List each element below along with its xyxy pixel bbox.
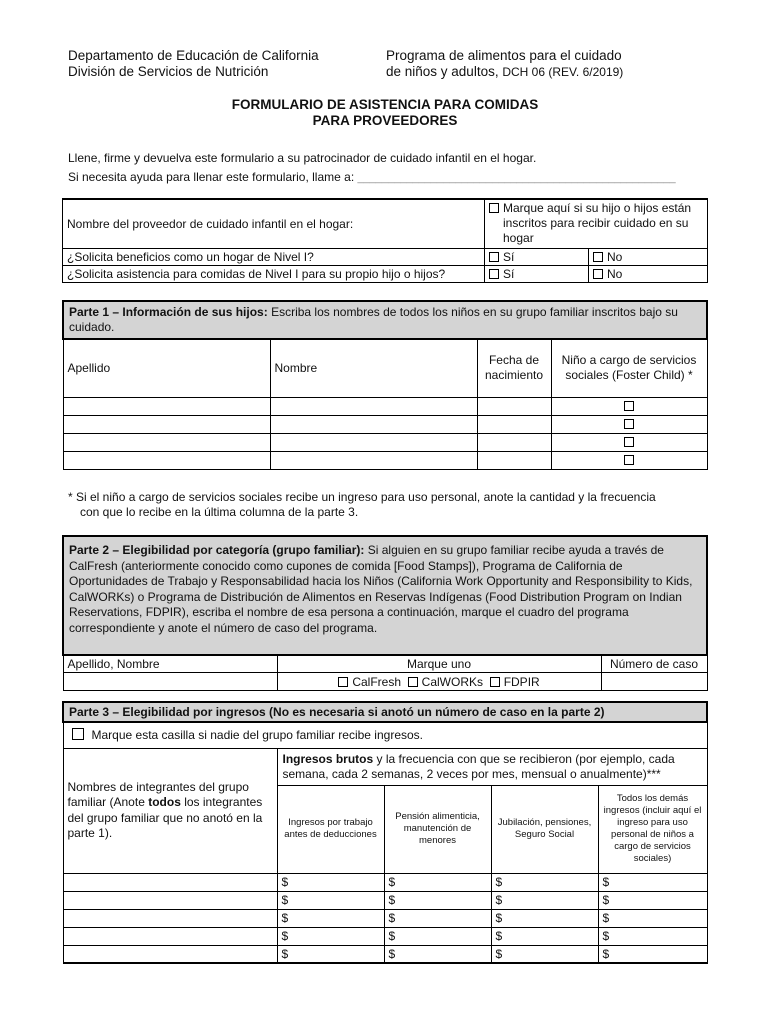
children-enrolled-checkbox[interactable] xyxy=(489,203,499,213)
child-lastname-input[interactable] xyxy=(63,433,270,451)
retirement-input[interactable]: $ xyxy=(491,891,598,909)
yes-label: Sí xyxy=(503,249,515,264)
member-name-input[interactable] xyxy=(63,945,277,963)
child-support-input[interactable]: $ xyxy=(384,909,491,927)
no-label: No xyxy=(607,266,623,281)
program-header xyxy=(386,48,623,80)
col-case-number: Número de caso xyxy=(601,655,707,673)
child-firstname-input[interactable] xyxy=(270,451,477,469)
no-income-checkbox[interactable] xyxy=(72,728,84,740)
gross-income-header xyxy=(277,748,707,785)
table-row xyxy=(63,415,707,433)
gross-income-instructions: y la frecuencia con que se recibieron (por ejemplo, cada semana, cada 2 semanas, 2 veces por mes, mensual o anualmente)*** xyxy=(282,751,675,781)
members-emphasis: todos xyxy=(148,795,181,809)
yes-label: Sí xyxy=(503,266,515,281)
child-support-input[interactable]: $ xyxy=(384,927,491,945)
foster-footnote xyxy=(68,490,656,520)
col-firstname: Nombre xyxy=(270,339,477,397)
child-birthdate-input[interactable] xyxy=(477,433,551,451)
foster-child-checkbox[interactable] xyxy=(624,419,634,429)
retirement-input[interactable]: $ xyxy=(491,909,598,927)
member-name-input[interactable] xyxy=(63,891,277,909)
footnote-line-2: con que lo recibe en la última columna de la parte 3. xyxy=(80,505,359,519)
title-line-2: PARA PROVEEDORES xyxy=(312,113,458,128)
help-label: Si necesita ayuda para llenar este formulario, llame a: xyxy=(68,170,355,184)
col-work-income: Ingresos por trabajo antes de deducciones xyxy=(277,785,384,873)
col-birthdate: Fecha de nacimiento xyxy=(477,339,551,397)
work-income-input[interactable]: $ xyxy=(277,891,384,909)
child-support-input[interactable]: $ xyxy=(384,873,491,891)
other-income-input[interactable]: $ xyxy=(598,891,707,909)
col-mark-one: Marque uno xyxy=(277,655,601,673)
part1-heading xyxy=(63,301,707,339)
part2-table xyxy=(62,535,708,691)
fdpir-label: FDPIR xyxy=(503,674,540,689)
child-firstname-input[interactable] xyxy=(270,397,477,415)
table-row xyxy=(63,927,707,945)
table-row xyxy=(63,945,707,963)
division-line: División de Servicios de Nutrición xyxy=(68,64,269,79)
table-row xyxy=(63,397,707,415)
no-label: No xyxy=(607,249,623,264)
child-birthdate-input[interactable] xyxy=(477,415,551,433)
other-income-input[interactable]: $ xyxy=(598,909,707,927)
child-support-input[interactable]: $ xyxy=(384,891,491,909)
work-income-input[interactable]: $ xyxy=(277,909,384,927)
child-lastname-input[interactable] xyxy=(63,397,270,415)
tier1-own-children-question: ¿Solicita asistencia para comidas de Nivel I para su propio hijo o hijos? xyxy=(63,265,485,282)
child-firstname-input[interactable] xyxy=(270,415,477,433)
table-row xyxy=(63,433,707,451)
intro-instruction: Llene, firme y devuelva este formulario a su patrocinador de cuidado infantil en el hogar. xyxy=(68,151,537,165)
tier1-home-no-checkbox[interactable] xyxy=(593,252,603,262)
work-income-input[interactable]: $ xyxy=(277,945,384,963)
child-birthdate-input[interactable] xyxy=(477,451,551,469)
provider-table xyxy=(62,198,708,283)
tier1-own-yes-checkbox[interactable] xyxy=(489,269,499,279)
provider-name-label: Nombre del proveedor de cuidado infantil en el hogar: xyxy=(67,216,354,231)
other-income-input[interactable]: $ xyxy=(598,945,707,963)
retirement-input[interactable]: $ xyxy=(491,927,598,945)
member-name-input[interactable] xyxy=(63,909,277,927)
member-name-input[interactable] xyxy=(63,873,277,891)
recipient-name-input[interactable] xyxy=(63,673,277,691)
part1-instructions: Escriba los nombres de todos los niños en su grupo familiar inscritos bajo su cuidado. xyxy=(69,305,678,334)
form-code: DCH 06 (REV. 6/2019) xyxy=(502,65,624,79)
part2-heading xyxy=(63,536,707,655)
program-line-2: de niños y adultos, xyxy=(386,64,499,79)
member-name-input[interactable] xyxy=(63,927,277,945)
col-name: Apellido, Nombre xyxy=(63,655,277,673)
department-header xyxy=(68,48,319,80)
calworks-label: CalWORKs xyxy=(421,674,484,689)
form-title xyxy=(0,97,770,129)
work-income-input[interactable]: $ xyxy=(277,927,384,945)
department-line: Departamento de Educación de California xyxy=(68,48,319,63)
child-support-input[interactable]: $ xyxy=(384,945,491,963)
title-line-1: FORMULARIO DE ASISTENCIA PARA COMIDAS xyxy=(231,97,539,112)
retirement-input[interactable]: $ xyxy=(491,873,598,891)
no-income-cell xyxy=(63,722,707,748)
child-lastname-input[interactable] xyxy=(63,415,270,433)
program-line: Programa de alimentos para el cuidado xyxy=(386,48,622,63)
members-text-2: los integrantes del grupo familiar que no anotó en la parte 1). xyxy=(67,795,263,840)
foster-child-checkbox[interactable] xyxy=(624,437,634,447)
child-lastname-input[interactable] xyxy=(63,451,270,469)
part1-title: Parte 1 – Información de sus hijos: xyxy=(69,305,268,319)
col-lastname: Apellido xyxy=(63,339,270,397)
tier1-home-question: ¿Solicita beneficios como un hogar de Nivel I? xyxy=(63,248,485,265)
other-income-input[interactable]: $ xyxy=(598,927,707,945)
other-income-input[interactable]: $ xyxy=(598,873,707,891)
work-income-input[interactable]: $ xyxy=(277,873,384,891)
retirement-input[interactable]: $ xyxy=(491,945,598,963)
members-header xyxy=(63,748,277,873)
part1-table xyxy=(62,300,708,470)
part3-heading: Parte 3 – Elegibilidad por ingresos (No es necesaria si anotó un número de caso en la parte 2) xyxy=(63,702,707,722)
table-row xyxy=(63,451,707,469)
col-other-income: Todos los demás ingresos (incluir aquí el ingreso para uso personal de niños a cargo de servicios sociales) xyxy=(598,785,707,873)
calfresh-label: CalFresh xyxy=(352,674,401,689)
part3-table xyxy=(62,701,708,964)
fdpir-checkbox[interactable] xyxy=(490,677,500,687)
col-child-support: Pensión alimenticia, manutención de menores xyxy=(384,785,491,873)
provider-name-field[interactable] xyxy=(63,199,485,248)
part2-title: Parte 2 – Elegibilidad por categoría (grupo familiar): xyxy=(69,543,365,557)
table-row xyxy=(63,891,707,909)
part2-instructions: Si alguien en su grupo familiar recibe ayuda a través de CalFresh (anteriormente conocido como cupones de comida [Food Stamps]), Programa de California de Oportunidades de Trabajo y Responsabilidad hacia los Niños (California Work Opportunity and Responsibility to Kids, CalWORKs) o Programa de Distribución de Alimentos en Reservas Indígenas (Food Distribution Program on Indian Reservations, FDPIR), escriba el nombre de esa persona a continuación, marque el cuadro del programa correspondiente y anote el número de caso del programa. xyxy=(69,543,693,635)
tier1-home-yes-checkbox[interactable] xyxy=(489,252,499,262)
children-enrolled-label: Marque aquí si su hijo o hijos están inscritos para recibir cuidado en su hogar xyxy=(503,201,692,245)
child-birthdate-input[interactable] xyxy=(477,397,551,415)
calfresh-checkbox[interactable] xyxy=(338,677,348,687)
members-text: Nombres de integrantes del grupo familiar (Anote xyxy=(67,779,249,809)
gross-income-title: Ingresos brutos xyxy=(282,751,374,766)
col-retirement: Jubilación, pensiones, Seguro Social xyxy=(491,785,598,873)
tier1-own-no-checkbox[interactable] xyxy=(593,269,603,279)
col-foster-child: Niño a cargo de servicios sociales (Foster Child) * xyxy=(551,339,707,397)
case-number-input[interactable] xyxy=(601,673,707,691)
no-income-label: Marque esta casilla si nadie del grupo familiar recibe ingresos. xyxy=(91,728,423,743)
table-row xyxy=(63,909,707,927)
table-row xyxy=(63,873,707,891)
footnote-line-1: * Si el niño a cargo de servicios sociales recibe un ingreso para uso personal, anote la cantidad y la frecuencia xyxy=(68,490,656,504)
foster-child-checkbox[interactable] xyxy=(624,401,634,411)
child-firstname-input[interactable] xyxy=(270,433,477,451)
foster-child-checkbox[interactable] xyxy=(624,455,634,465)
help-line xyxy=(68,170,676,186)
children-enrolled-cell xyxy=(485,199,708,248)
help-phone-field[interactable]: ____________________________________________________ xyxy=(357,172,676,184)
calworks-checkbox[interactable] xyxy=(408,677,418,687)
